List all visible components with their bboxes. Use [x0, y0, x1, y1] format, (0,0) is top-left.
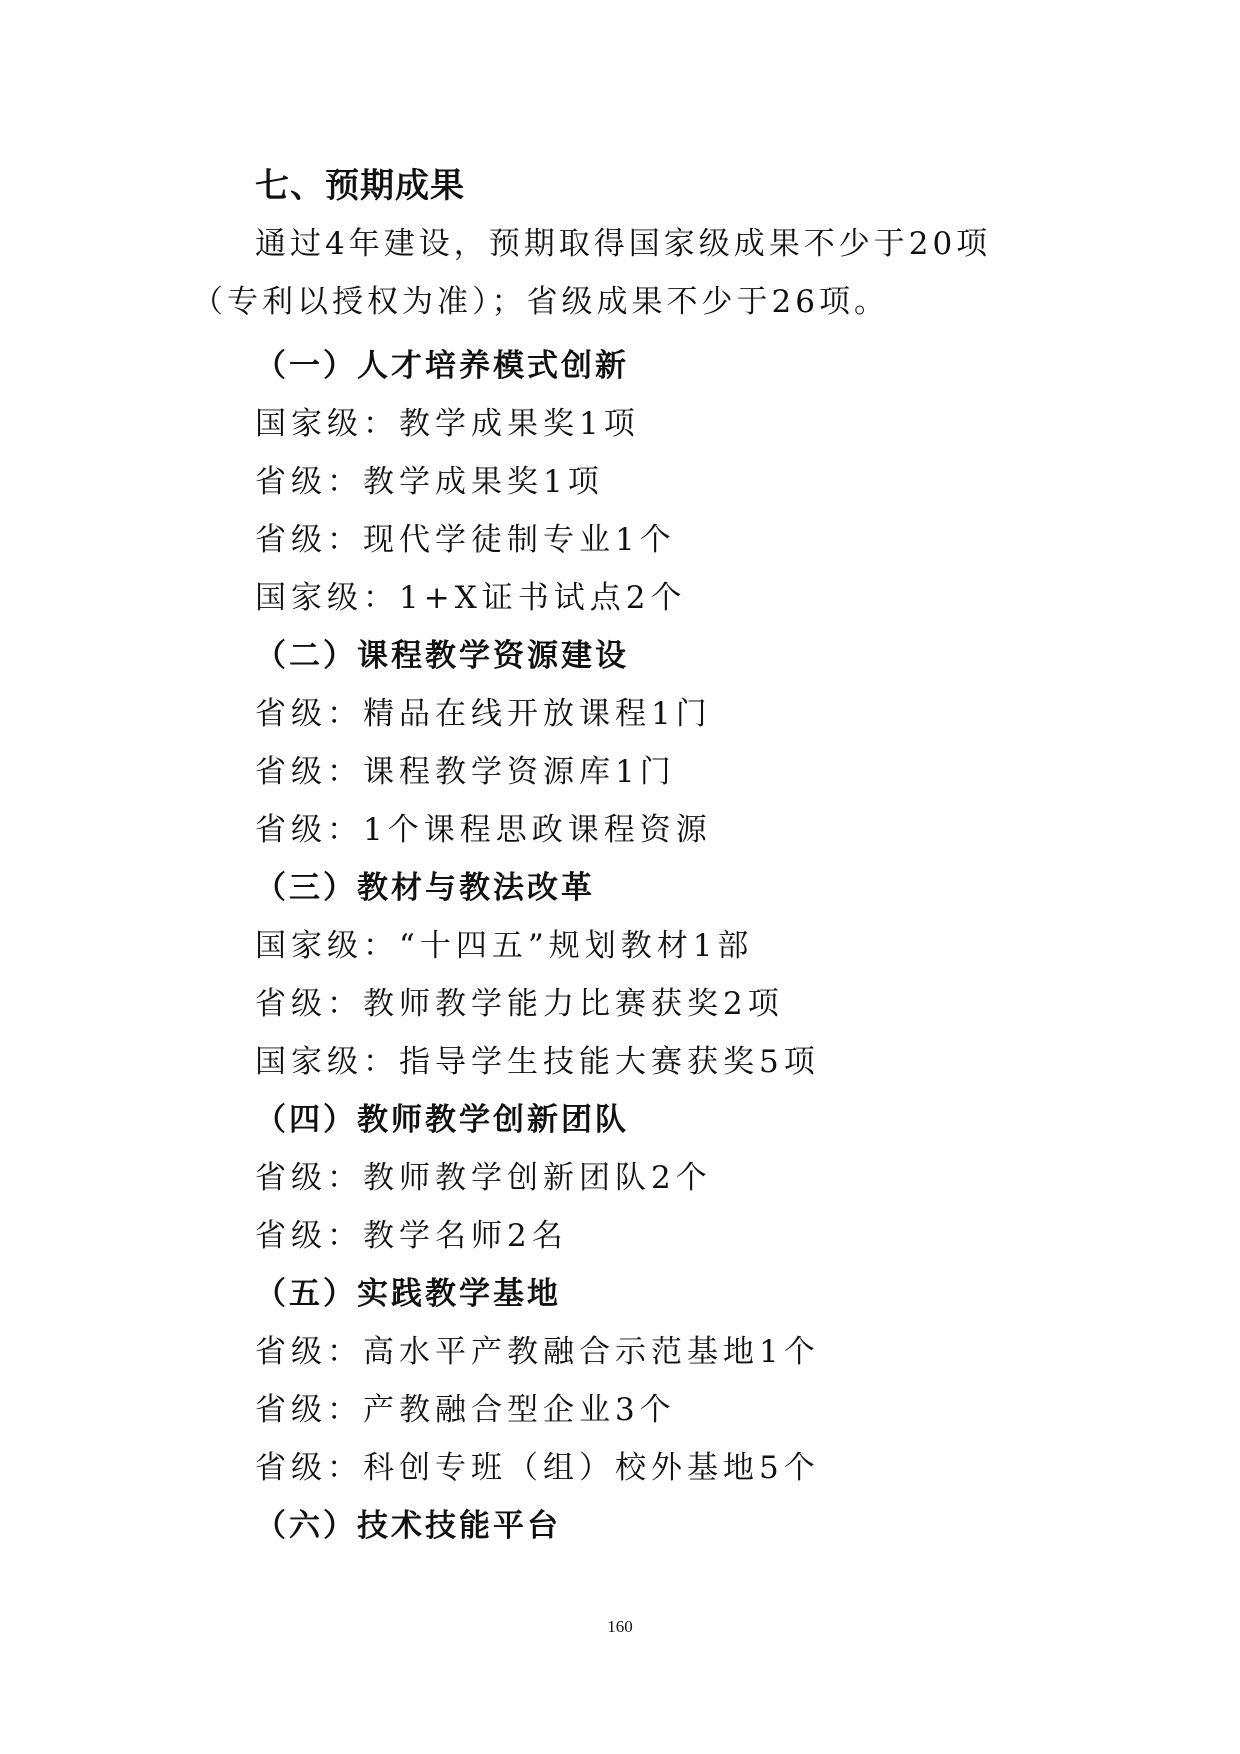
list-item: 省级：产教融合型企业3个: [255, 1392, 676, 1428]
section-heading: （四）教师教学创新团队: [255, 1102, 629, 1138]
section-heading: （五）实践教学基地: [255, 1276, 561, 1312]
intro-paragraph: 通过4年建设，预期取得国家级成果不少于20项（专利以授权为准）；省级成果不少于26项。: [192, 226, 992, 320]
list-item: 省级：1个课程思政课程资源: [255, 812, 712, 848]
page-number: 160: [607, 1617, 633, 1636]
section-heading: （二）课程教学资源建设: [255, 638, 629, 674]
list-item: 国家级：“十四五”规划教材1部: [255, 928, 754, 964]
list-item: 国家级：教学成果奖1项: [255, 406, 640, 442]
chapter-title: 七、预期成果: [255, 166, 465, 206]
list-item: 省级：高水平产教融合示范基地1个: [255, 1334, 820, 1370]
list-item: 省级：教学名师2名: [255, 1218, 568, 1254]
list-item: 省级：教师教学创新团队2个: [255, 1160, 712, 1196]
section-heading: （一）人才培养模式创新: [255, 348, 629, 384]
section-heading: （六）技术技能平台: [255, 1508, 561, 1544]
list-item: 省级：现代学徒制专业1个: [255, 522, 676, 558]
list-item: 省级：教师教学能力比赛获奖2项: [255, 986, 784, 1022]
list-item: 国家级：1+X证书试点2个: [255, 580, 687, 616]
section-heading: （三）教材与教法改革: [255, 870, 595, 906]
list-item: 省级：课程教学资源库1门: [255, 754, 676, 790]
list-item: 省级：精品在线开放课程1门: [255, 696, 712, 732]
list-item: 省级：教学成果奖1项: [255, 464, 604, 500]
list-item: 省级：科创专班（组）校外基地5个: [255, 1450, 820, 1486]
list-item: 国家级：指导学生技能大赛获奖5项: [255, 1044, 820, 1080]
